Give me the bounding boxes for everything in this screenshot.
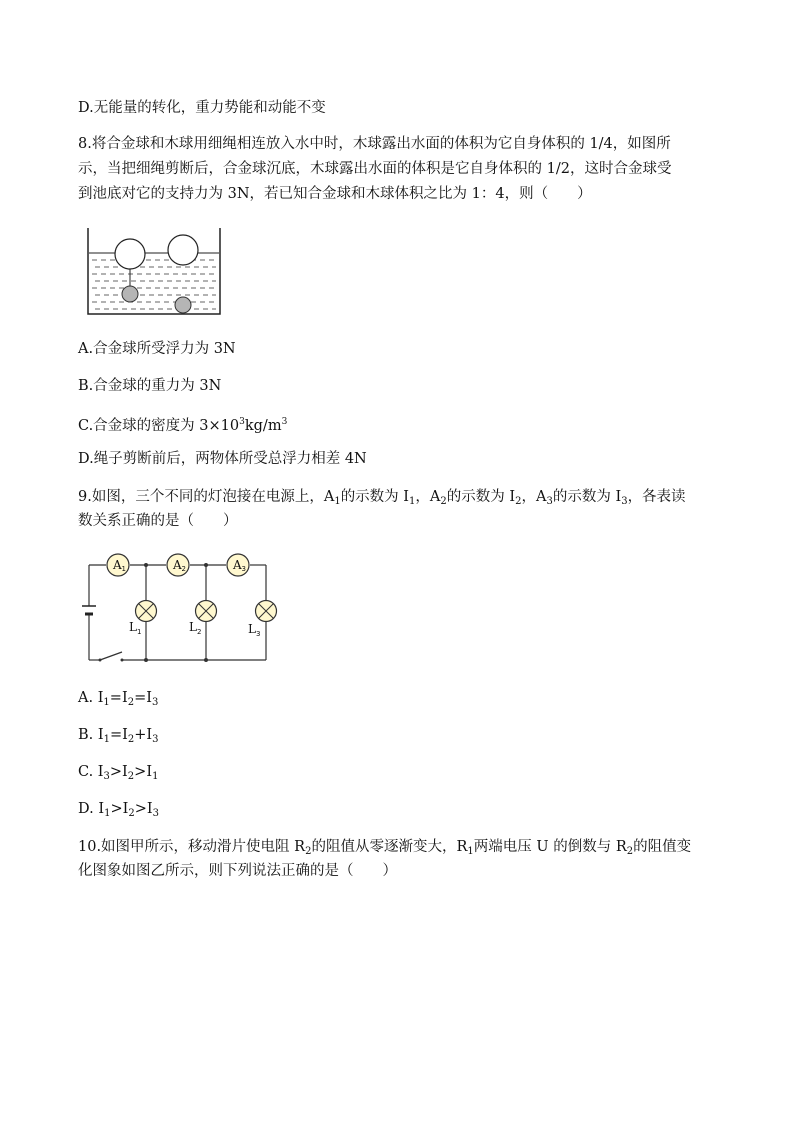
q9-option-a-text: =I [109,690,128,706]
q10-sub: 2 [626,846,634,857]
buoyancy-diagram [86,224,226,320]
q8-stem-line-3: 到池底对它的支持力为 3N，若已知合金球和木球体积之比为 1：4，则（ ） [78,186,592,202]
wooden-ball-right [168,235,198,265]
q9-text: ，各表读 [627,489,686,505]
lamp-l1-label: L [129,620,137,634]
q9-option-b [78,724,743,751]
q9-option-d-sub: 2 [128,808,135,819]
q8-option-c-unit-exponent: 3 [281,417,288,427]
q9-text: 9.如图，三个不同的灯泡接在电源上，A [78,489,335,505]
water-hatching [92,260,216,309]
q9-option-c-sub: 2 [127,771,135,782]
junction-dot [204,563,208,567]
switch-contact [121,659,124,662]
ammeter-a2-sub: 2 [181,565,186,573]
q8-option-d: D.绳子剪断前后，两物体所受总浮力相差 4N [78,451,367,467]
lamp-l3-sub: 3 [256,630,261,638]
q9-option-c-text: >I [134,764,153,780]
q10-sub: 1 [467,846,474,857]
alloy-ball-attached [122,286,138,302]
q8-option-b: B.合金球的重力为 3N [78,378,222,394]
q10-sub: 2 [305,846,312,857]
q10-text: 10.如图甲所示，移动滑片使电阻 R [78,839,306,855]
q9-option-b-text: +I [134,727,153,743]
q9-option-c-sub: 1 [152,771,159,782]
q9-option-c-text: >I [109,764,128,780]
ammeter-a1 [107,554,129,576]
junction-dot [204,658,208,662]
q9-sub: 3 [546,496,553,507]
lamp-l2 [189,601,217,637]
buoyancy-figure [86,224,226,320]
q9-option-d-text: D. I [78,801,105,817]
lamp-l3 [248,601,277,639]
junction-dot [144,658,148,662]
q9-text: ，A [415,489,441,505]
switch-contact [99,659,102,662]
q9-text: 的示数为 I [446,489,516,505]
lamp-l2-sub: 2 [197,628,202,636]
q8-stem-line-1: 8.将合金球和木球用细绳相连放入水中时，木球露出水面的体积为它自身体积的 1/4，如图所 [78,136,671,152]
wooden-ball-left [115,239,145,269]
alloy-ball-sunken [175,297,191,313]
q9-text: 的示数为 I [552,489,622,505]
q10-stem-line-2: 化图象如图乙所示，则下列说法正确的是（ ） [78,863,397,879]
q8-option-c-prefix: C.合金球的密度为 3×10 [78,418,240,434]
q7-option-d: D.无能量的转化，重力势能和动能不变 [78,100,326,116]
ammeter-a3 [227,554,249,576]
q9-option-b-text: =I [109,727,128,743]
q8-option-c [78,411,743,437]
q9-option-d-sub: 1 [104,808,111,819]
q8-stem-line-2: 示，当把细绳剪断后，合金球沉底，木球露出水面的体积是它自身体积的 1/2，这时合金球受 [78,161,672,177]
q9-sub: 1 [409,496,416,507]
junction-dot [144,563,148,567]
lamp-l3-label: L [248,622,256,636]
q9-option-b-text: B. I [78,727,104,743]
q9-option-a-text: =I [134,690,152,706]
q9-option-b-sub: 3 [152,734,159,745]
q9-option-d-text: >I [134,801,153,817]
lamp-l1 [129,601,157,637]
lamp-l2-label: L [189,620,197,634]
q9-stem-line-2: 数关系正确的是（ ） [78,513,238,529]
ammeter-a2-label: A [173,558,182,572]
q9-option-c-text: C. I [78,764,104,780]
q9-sub: 2 [440,496,447,507]
circuit-figure [82,550,282,666]
q9-option-d-text: >I [110,801,129,817]
ammeter-a1-sub: 1 [121,565,126,573]
ammeter-a2 [167,554,189,576]
ammeter-a3-label: A [233,558,242,572]
container-wall [88,228,220,314]
q9-option-a-sub: 1 [103,697,110,708]
q9-stem-line-1 [78,486,743,513]
q8-option-c-exponent: 3 [239,417,245,427]
circuit-diagram [82,550,282,666]
q10-stem-line-1 [78,836,743,863]
q9-option-b-sub: 1 [103,734,110,745]
q9-option-a-text: A. I [78,690,104,706]
q9-option-a-sub: 3 [151,697,159,708]
q9-sub: 2 [515,496,522,507]
q9-option-c [78,761,743,788]
q9-option-a [78,687,743,714]
q9-option-b-sub: 2 [127,734,135,745]
q10-text: 的阻值从零逐渐变大，R [311,839,468,855]
q9-text: ，A [521,489,547,505]
q9-option-d [78,798,743,825]
lamp-l1-sub: 1 [137,628,142,636]
q9-sub: 1 [334,496,341,507]
q8-option-c-unit: kg/m [244,418,282,434]
q9-option-a-sub: 2 [127,697,135,708]
q10-text: 两端电压 U 的倒数与 R [473,839,627,855]
q8-option-a: A.合金球所受浮力为 3N [78,341,236,357]
ammeter-a3-sub: 3 [241,565,246,573]
q9-text: 的示数为 I [340,489,410,505]
q9-option-c-sub: 3 [103,771,110,782]
ammeter-a1-label: A [113,558,122,572]
q9-option-d-sub: 3 [152,808,159,819]
q9-sub: 3 [621,496,628,507]
q10-text: 的阻值变 [633,839,692,855]
